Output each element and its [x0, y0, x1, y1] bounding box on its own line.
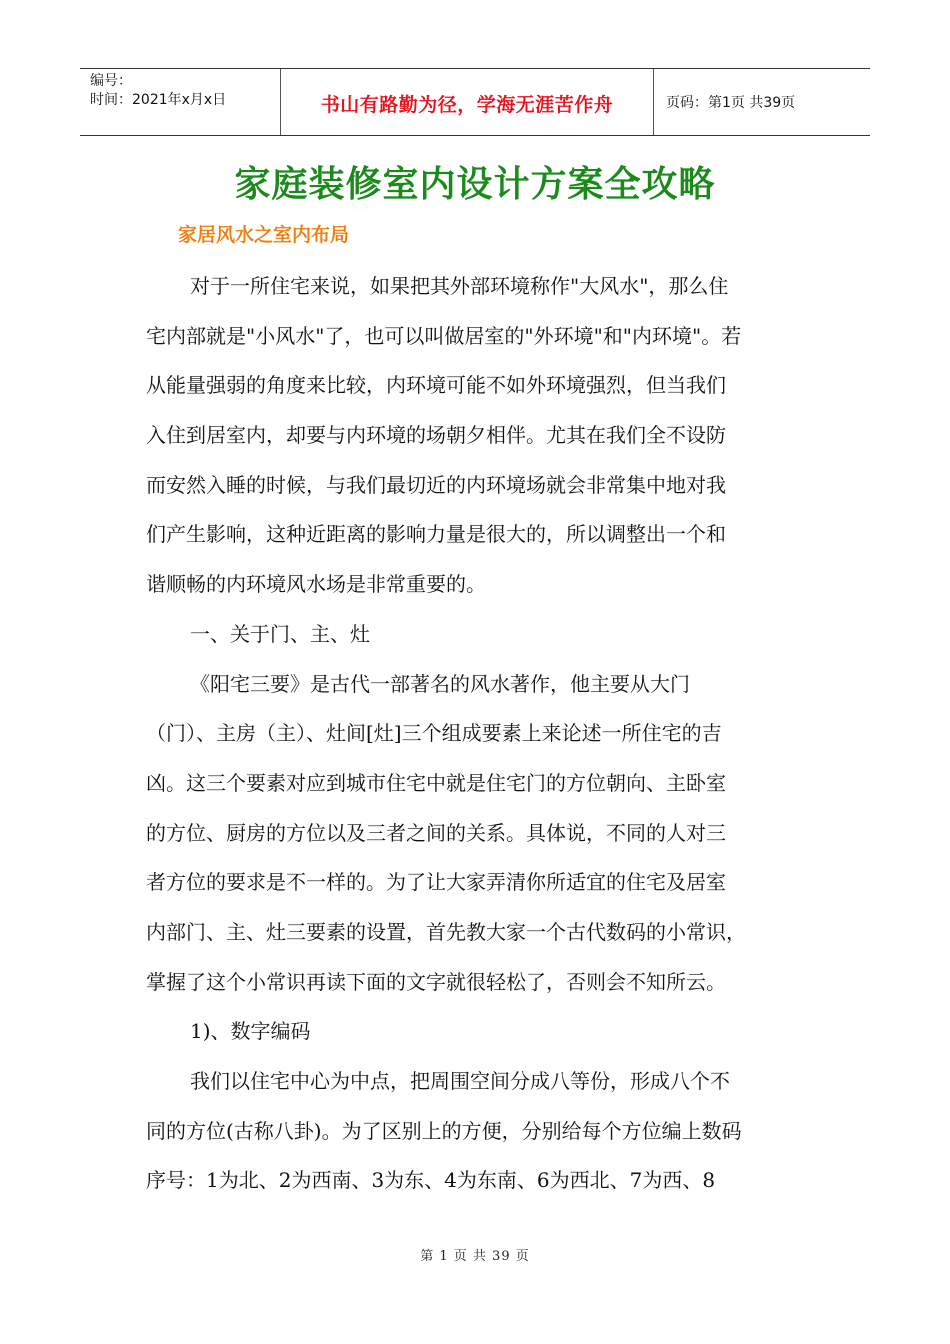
body-line: 们产生影响，这种近距离的影响力量是很大的，所以调整出一个和 [146, 522, 726, 547]
body-line: 而安然入睡的时候，与我们最切近的内环境场就会非常集中地对我 [146, 472, 726, 497]
subheading-line: 一、关于门、主、灶 [190, 621, 370, 646]
body-line: 宅内部就是"小风水"了，也可以叫做居室的"外环境"和"内环境"。若 [146, 323, 742, 348]
body-line: 《阳宅三要》是古代一部著名的风水著作，他主要从大门 [190, 671, 690, 696]
body-line: 内部门、主、灶三要素的设置，首先教大家一个古代数码的小常识， [146, 919, 746, 944]
body-line: 序号：1为北、2为西南、3为东、4为东南、6为西北、7为西、8 [146, 1168, 716, 1193]
body-line: 我们以住宅中心为中点，把周围空间分成八等份，形成八个不 [190, 1069, 730, 1093]
body-line: 同的方位(古称八卦)。为了区别上的方便，分别给每个方位编上数码 [146, 1118, 742, 1143]
body-line: 从能量强弱的角度来比较，内环境可能不如外环境强烈，但当我们 [146, 373, 726, 398]
document-title: 家庭装修室内设计方案全攻略 [234, 164, 716, 205]
header-page-info: 页码：第1页 共39页 [666, 95, 796, 111]
body-line: 的方位、厨房的方位以及三者之间的关系。具体说，不同的人对三 [146, 820, 726, 845]
section-heading: 家居风水之室内布局 [178, 224, 350, 246]
subheading-line: 1)、数字编码 [190, 1019, 311, 1044]
body-line: （门）、主房（主）、灶间[灶]三个组成要素上来论述一所住宅的吉 [146, 721, 722, 746]
body-text [146, 262, 811, 1206]
body-line: 掌握了这个小常识再读下面的文字就很轻松了，否则会不知所云。 [146, 969, 726, 994]
page-footer: 第 1 页 共 39 页 [420, 1249, 530, 1264]
body-line: 凶。这三个要素对应到城市住宅中就是住宅门的方位朝向、主卧室 [146, 770, 726, 795]
body-line: 者方位的要求是不一样的。为了让大家弄清你所适宜的住宅及居室 [146, 870, 726, 895]
body-line: 入住到居室内，却要与内环境的场朝夕相伴。尤其在我们全不设防 [146, 423, 726, 448]
body-line: 对于一所住宅来说，如果把其外部环境称作"大风水"，那么住 [190, 274, 729, 298]
header-motto: 书山有路勤为径，学海无涯苦作舟 [281, 69, 654, 135]
body-line: 谐顺畅的内环境风水场是非常重要的。 [146, 572, 486, 597]
header-table [80, 68, 870, 136]
time-label: 时间：2021年x月x日 [90, 92, 227, 108]
header-meta [80, 69, 281, 135]
number-label: 编号： [90, 73, 132, 89]
